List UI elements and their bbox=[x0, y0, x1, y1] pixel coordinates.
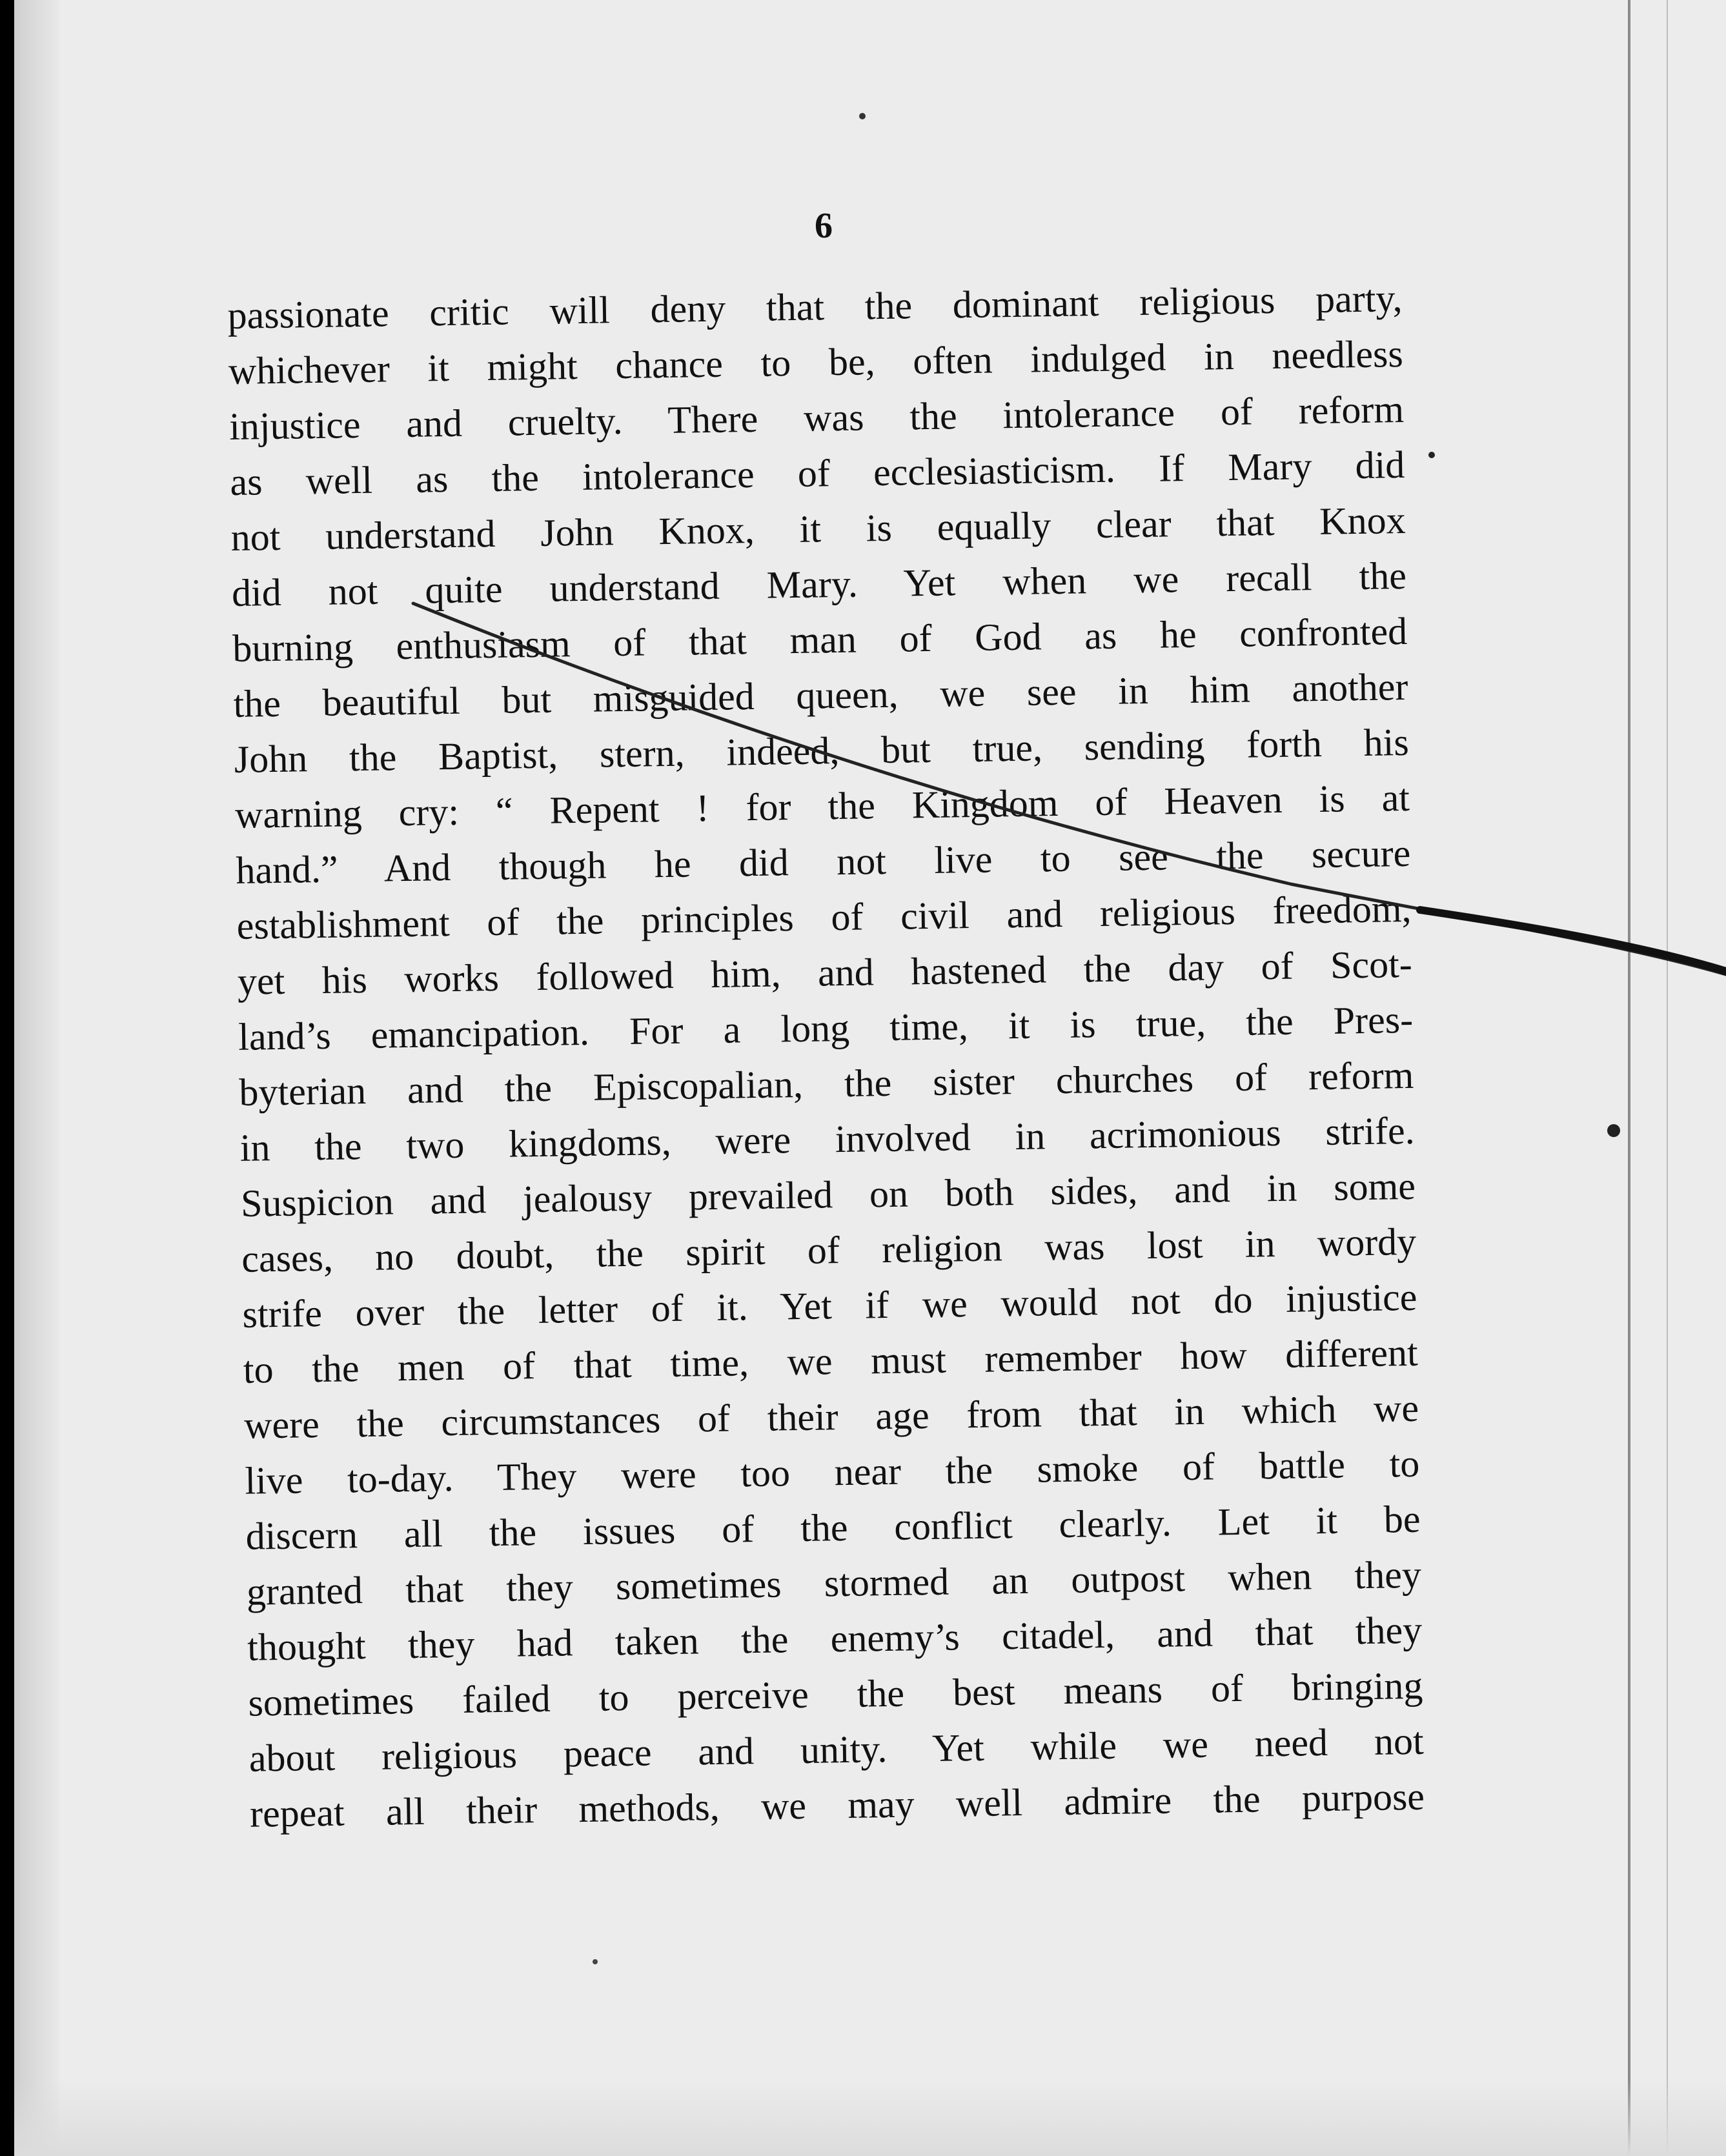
book-page bbox=[14, 0, 1726, 2156]
text-line: land’s emancipation. For a long time, it is true, the Pres- bbox=[238, 998, 1414, 1058]
page-fold-line bbox=[1628, 0, 1630, 2156]
text-line: the beautiful but misguided queen, we see in him another bbox=[233, 665, 1408, 725]
text-line: yet his works followed him, and hastened the day of Scot- bbox=[237, 942, 1413, 1003]
text-line: granted that they sometimes stormed an outpost when they bbox=[246, 1553, 1422, 1613]
text-line: did not quite understand Mary. Yet when we recall the bbox=[231, 554, 1407, 614]
text-line: warning cry: “ Repent ! for the Kingdom of Heaven is at bbox=[234, 776, 1410, 836]
page-bottom-shade bbox=[14, 2079, 1726, 2156]
text-line: live to-day. They were too near the smoke of battle to bbox=[244, 1442, 1420, 1502]
text-line: not understand John Knox, it is equally clear that Knox bbox=[230, 498, 1406, 559]
text-line: sometimes failed to perceive the best means of bringing bbox=[248, 1664, 1423, 1724]
text-line: to the men of that time, we must remember how different bbox=[243, 1331, 1419, 1391]
text-line: byterian and the Episcopalian, the sister churches of reform bbox=[239, 1053, 1414, 1114]
page-fold-line-secondary bbox=[1667, 0, 1668, 2156]
page-left-edge-shadow bbox=[14, 0, 59, 2156]
text-line: cases, no doubt, the spirit of religion was lost in wordy bbox=[241, 1220, 1417, 1280]
text-line: thought they had taken the enemy’s citadel, and that they bbox=[247, 1608, 1423, 1669]
text-line: about religious peace and unity. Yet while we need not bbox=[249, 1719, 1425, 1780]
text-line: injustice and cruelty. There was the intolerance of reform bbox=[228, 387, 1405, 448]
text-line: in the two kingdoms, were involved in acrimonious strife. bbox=[239, 1109, 1416, 1169]
text-line: discern all the issues of the conflict clearly. Let it be bbox=[245, 1497, 1421, 1558]
text-line: whichever it might chance to be, often indulged in needless bbox=[228, 332, 1404, 392]
body-text bbox=[227, 270, 1425, 1842]
text-line: burning enthusiasm of that man of God as he confronted bbox=[232, 609, 1408, 670]
text-line: strife over the letter of it. Yet if we would not do injustice bbox=[242, 1275, 1417, 1336]
text-line: were the circumstances of their age from that in which we bbox=[243, 1386, 1419, 1447]
text-line: as well as the intolerance of ecclesiasticism. If Mary did bbox=[229, 443, 1405, 503]
text-line: Suspicion and jealousy prevailed on both sides, and in some bbox=[240, 1164, 1416, 1225]
text-line: John the Baptist, stern, indeed, but true, sending forth his bbox=[234, 720, 1410, 781]
text-line: repeat all their methods, we may well admire the purpose bbox=[249, 1775, 1425, 1835]
text-line: passionate critic will deny that the dominant religious party, bbox=[227, 276, 1403, 337]
text-line: establishment of the principles of civil and religious freedom, bbox=[236, 887, 1412, 947]
page-number: 6 bbox=[815, 206, 833, 246]
text-line: hand.” And though he did not live to see the secure bbox=[235, 831, 1411, 892]
